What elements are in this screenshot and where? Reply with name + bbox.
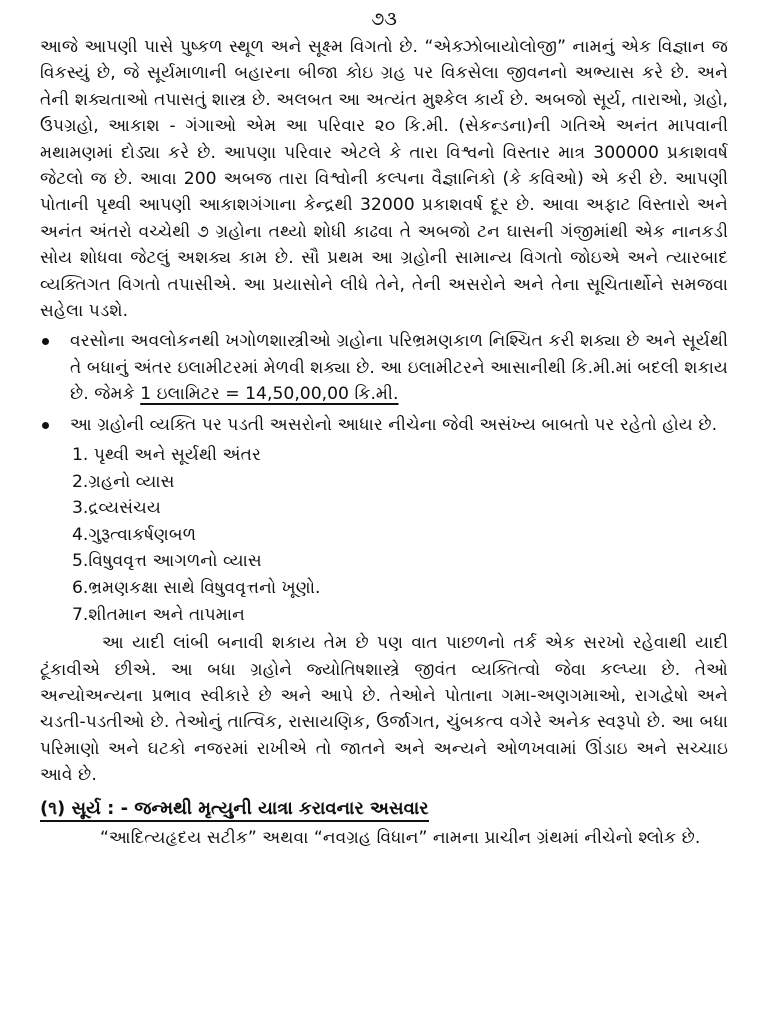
- section-heading-text: (૧) સૂર્ય : - જન્મથી મૃત્યુની યાત્રા કરાવનાર અસવાર: [40, 798, 429, 822]
- body-paragraph: આ યાદી લાંબી બનાવી શકાય તેમ છે પણ વાત પાછળનો તર્ક એક સરખો રહેવાથી યાદી ટૂંકાવીએ છીએ. આ બધા ગ્રહોને જ્યોતિષશાસ્ત્રે જીવંત વ્યક્તિત્વો જેવા કલ્પ્યા છે. તેઓ અન્યોઅન્યના પ્રભાવ સ્વીકારે છે અને આપે છે. તેઓને પોતાના ગમા-અણગમાઓ, રાગદ્વેષો અને ચડતી-પડતીઓ છે. તેઓનું તાત્વિક, રાસાયણિક, ઉર્જાગત, ચુંબકત્વ વગેરે અનેક સ્વરૂપો છે. આ બધા પરિમાણો અને ઘટકો નજરમાં રાખીએ તો જાતને અને અન્યને ઓળખવામાં ઊંડાઇ અને સચ્ચાઇ આવે છે.: [40, 633, 728, 786]
- factor-item: 4.ગુરૂત્વાકર્ષણબળ: [72, 524, 197, 545]
- conversion-formula: 1 ઇલામિટર = 14,50,00,00 કિ.મી.: [140, 384, 399, 405]
- factor-item: 6.ભ્રમણકક્ષા સાથે વિષુવવૃત્તનો ખૂણો.: [72, 578, 321, 599]
- bullet-item-orbits: [40, 328, 728, 407]
- factor-list: [40, 442, 728, 628]
- bullet-item-factors: [40, 412, 728, 438]
- factor-item: 5.વિષુવવૃત્ત આગળનો વ્યાસ: [72, 551, 262, 572]
- factor-item: 7.શીતમાન અને તાપમાન: [72, 604, 245, 625]
- factor-item: 2.ગ્રહનો વ્યાસ: [72, 471, 175, 492]
- bullet-text: આ ગ્રહોની વ્યક્તિ પર પડતી અસરોનો આધાર નીચેના જેવી અસંખ્ય બાબતો પર રહેતો હોય છે.: [70, 414, 718, 435]
- closing-paragraph: “આદિત્યહૃદય સટીક” અથવા “નવગ્રહ વિધાન” નામના પ્રાચીન ગ્રંથમાં નીચેનો શ્લોક છે.: [100, 827, 701, 848]
- factor-item: 3.દ્રવ્યસંચય: [72, 498, 161, 519]
- section-heading: [40, 795, 728, 823]
- intro-paragraph: આજે આપણી પાસે પુષ્કળ સ્થૂળ અને સૂક્ષ્મ વિગતો છે. “એક્ઝોબાયોલોજી” નામનું એક વિજ્ઞાન જ વિકસ્યું છે, જે સૂર્યમાળાની બહારના બીજા કોઇ ગ્રહ પર વિકસેલા જીવનનો અભ્યાસ કરે છે. અને તેની શક્યતાઓ તપાસતું શાસ્ત્ર છે. અલબત આ અત્યંત મુશ્કેલ કાર્ય છે. અબજો સૂર્ય, તારાઓ, ગ્રહો, ઉપગ્રહો, આકાશ - ગંગાઓ એમ આ પરિવાર ૨૦ કિ.મી. (સેકન્ડના)ની ગતિએ અનંત માપવાની મથામણમાં દોડ્યા કરે છે. આપણા પરિવાર એટલે કે તારા વિશ્વનો વિસ્તાર માત્ર 300000 પ્રકાશવર્ષ જેટલો જ છે. આવા 200 અબજ તારા વિશ્વોની કલ્પના વૈજ્ઞાનિકો (કે કવિઓ) એ કરી છે. આપણી પોતાની પૃથ્વી આપણી આકાશગંગાના કેન્દ્રથી 32000 પ્રકાશવર્ષ દૂર છે. આવા અફાટ વિસ્તારો અને અનંત અંતરો વચ્ચેથી ૭ ગ્રહોના તથ્યો શોધી કાઢવા તે અબજો ટન ઘાસની ગંજીમાંથી એક નાનકડી સોય શોધવા જેટલું અશક્ય કામ છે. સૌ પ્રથમ આ ગ્રહોની સામાન્ય વિગતો જોઇએ અને ત્યારબાદ વ્યક્તિગત વિગતો તપાસીએ. આ પ્રયાસોને લીધે તેને, તેની અસરોને અને તેના સૂચિતાર્થોને સમજવા સહેલા પડશે.: [40, 37, 728, 322]
- bullet-text: વરસોના અવલોકનથી ખગોળશાસ્ત્રીઓ ગ્રહોના પરિભ્રમણકાળ નિશ્ચિત કરી શક્યા છે અને સૂર્યથી તે બધાનું અંતર ઇલામીટરમાં મેળવી શક્યા છે. આ ઇલામીટરને આસાનીથી કિ.મી.માં બદલી શકાય છે. જેમકે: [70, 331, 728, 405]
- bullet-dot: [42, 422, 49, 429]
- bullet-dot: [42, 338, 49, 345]
- factor-item: 1. પૃથ્વી અને સૂર્યથી અંતર: [72, 445, 261, 466]
- page-number: ૭૩: [371, 8, 397, 30]
- bullet-list: [40, 328, 728, 438]
